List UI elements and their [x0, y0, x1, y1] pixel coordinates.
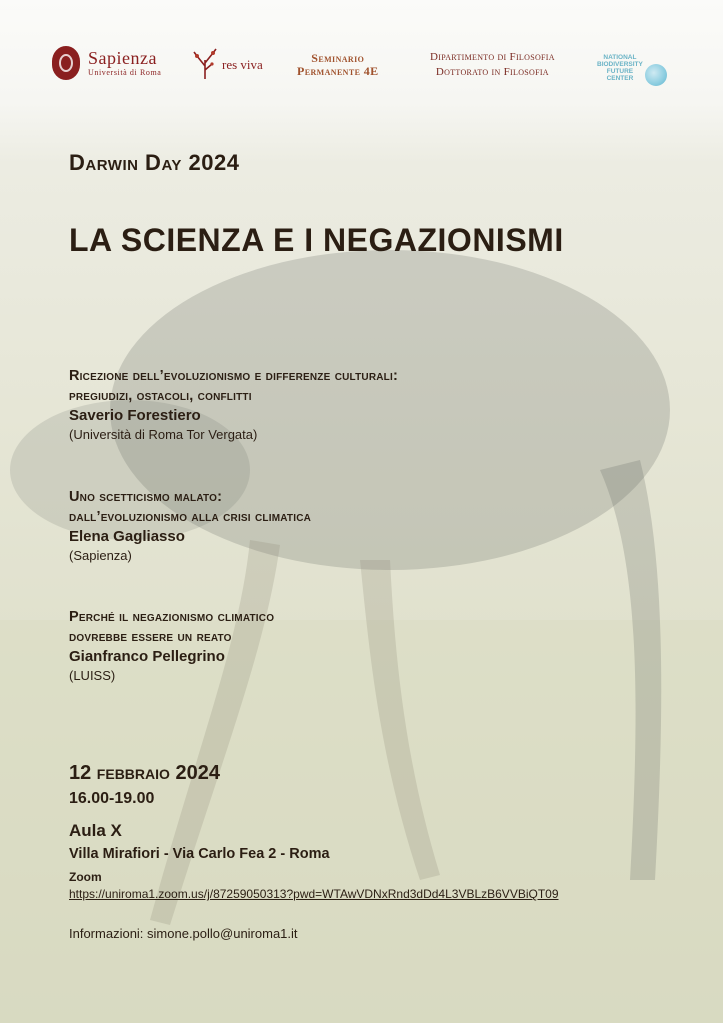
talk-speaker: Gianfranco Pellegrino	[69, 648, 225, 665]
dipartimento-logo	[430, 50, 555, 80]
tree-icon	[192, 46, 218, 80]
talk-affiliation: (Università di Roma Tor Vergata)	[69, 427, 258, 442]
event-venue: Villa Mirafiori - Via Carlo Fea 2 - Roma	[69, 846, 330, 862]
seminario-line1: Seminario	[311, 51, 365, 65]
seminario-logo	[297, 52, 379, 77]
zoom-label: Zoom	[69, 870, 102, 884]
nbfc-line3: FUTURE	[606, 68, 634, 75]
talk-1	[69, 366, 398, 444]
res-viva-logo	[192, 46, 263, 80]
event-room: Aula X	[69, 821, 122, 840]
nbfc-line2: BIODIVERSITY	[597, 61, 643, 69]
event-time: 16.00-19.00	[69, 790, 155, 807]
globe-icon	[645, 64, 667, 86]
talk-title-line2: dovrebbe essere un reato	[69, 629, 232, 645]
talk-affiliation: (Sapienza)	[69, 548, 132, 563]
talk-2	[69, 487, 311, 565]
res-viva-name: res viva	[222, 57, 263, 72]
nbfc-logo	[597, 52, 667, 86]
talk-affiliation: (LUISS)	[69, 668, 116, 683]
talk-title-line2: dall’evoluzionismo alla crisi climatica	[69, 509, 312, 525]
seminario-line2: Permanente 4E	[297, 63, 379, 78]
talk-3	[69, 607, 274, 685]
talk-speaker: Elena Gagliasso	[69, 528, 185, 545]
logo-bar	[0, 38, 723, 98]
dipartimento-line2: Dottorato in Filosofia	[435, 65, 549, 78]
talk-title-line1: Uno scetticismo malato:	[69, 489, 223, 505]
dipartimento-line1: Dipartimento di Filosofia	[430, 51, 555, 63]
event-date: 12 febbraio 2024	[69, 762, 220, 784]
nbfc-line1: NATIONAL	[603, 54, 637, 62]
talk-title-line1: Ricezione dell’evoluzionismo e differenze culturali:	[69, 368, 398, 384]
sapienza-subtitle: Università di Roma	[88, 68, 162, 77]
talk-speaker: Saverio Forestiero	[69, 407, 201, 424]
sapienza-logo	[52, 46, 161, 80]
zoom-link[interactable]: https://uniroma1.zoom.us/j/87259050313?pwd=WTAwVDNxRnd3dDd4L3VBLzB6VVBiQT09	[69, 887, 559, 901]
contact-info: Informazioni: simone.pollo@uniroma1.it	[69, 926, 298, 941]
event-kicker: Darwin Day 2024	[69, 150, 240, 175]
sapienza-name: Sapienza	[88, 48, 157, 68]
talk-title-line2: pregiudizi, ostacoli, conflitti	[69, 388, 252, 404]
event-title: LA SCIENZA E I NEGAZIONISMI	[69, 222, 564, 258]
sapienza-seal-icon	[52, 46, 80, 80]
nbfc-line4: CENTER	[606, 74, 634, 82]
talk-title-line1: Perché il negazionismo climatico	[69, 609, 275, 625]
